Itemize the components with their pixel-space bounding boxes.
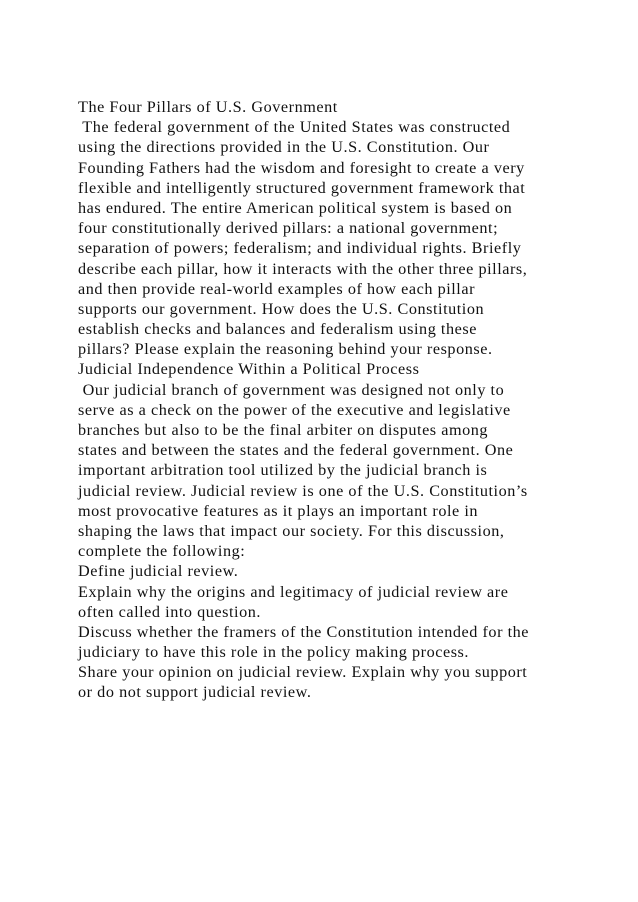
paragraph-line: judicial review. Judicial review is one of the U.S. Constitution’s: [78, 481, 528, 500]
paragraph-line: branches but also to be the final arbiter on disputes among: [78, 421, 489, 439]
heading-four-pillars: The Four Pillars of U.S. Government: [78, 98, 338, 116]
paragraph-line: separation of powers; federalism; and individual rights. Briefly: [78, 239, 522, 258]
paragraph-line: complete the following:: [78, 542, 246, 561]
task-define-judicial-review: Define judicial review.: [78, 562, 239, 581]
paragraph-line: Founding Fathers had the wisdom and foresight to create a very: [78, 158, 525, 177]
paragraph-line: important arbitration tool utilized by the judicial branch is: [78, 461, 488, 480]
paragraph-line: flexible and intelligently structured government framework that: [78, 178, 526, 197]
paragraph-line: shaping the laws that impact our society. For this discussion,: [78, 521, 505, 540]
task-explain-origins-cont: often called into question.: [78, 602, 261, 621]
paragraph-line: pillars? Please explain the reasoning behind your response.: [78, 340, 493, 359]
paragraph-line: establish checks and balances and federalism using these: [78, 320, 477, 339]
paragraph-line: describe each pillar, how it interacts with the other three pillars,: [78, 259, 528, 278]
paragraph-line: has endured. The entire American political system is based on: [78, 198, 513, 217]
paragraph-line: supports our government. How does the U.S. Constitution: [78, 299, 485, 318]
task-discuss-framers-cont: judiciary to have this role in the policy making process.: [78, 643, 469, 662]
task-explain-origins: Explain why the origins and legitimacy of judicial review are: [78, 582, 509, 601]
paragraph-line: most provocative features as it plays an important role in: [78, 501, 479, 520]
document-body: [78, 97, 618, 703]
paragraph-line: four constitutionally derived pillars: a national government;: [78, 219, 499, 238]
task-discuss-framers: Discuss whether the framers of the Constitution intended for the: [78, 622, 530, 641]
paragraph-line: and then provide real-world examples of how each pillar: [78, 279, 476, 298]
paragraph-line: serve as a check on the power of the executive and legislative: [78, 400, 511, 419]
paragraph-line: states and between the states and the federal government. One: [78, 441, 514, 460]
paragraph-line: The federal government of the United States was constructed: [78, 118, 511, 137]
paragraph-line: Our judicial branch of government was designed not only to: [78, 380, 505, 399]
task-share-opinion: Share your opinion on judicial review. Explain why you support: [78, 663, 528, 682]
task-share-opinion-cont: or do not support judicial review.: [78, 683, 312, 702]
paragraph-line: using the directions provided in the U.S. Constitution. Our: [78, 138, 490, 157]
heading-judicial-independence: Judicial Independence Within a Political Process: [78, 360, 420, 379]
